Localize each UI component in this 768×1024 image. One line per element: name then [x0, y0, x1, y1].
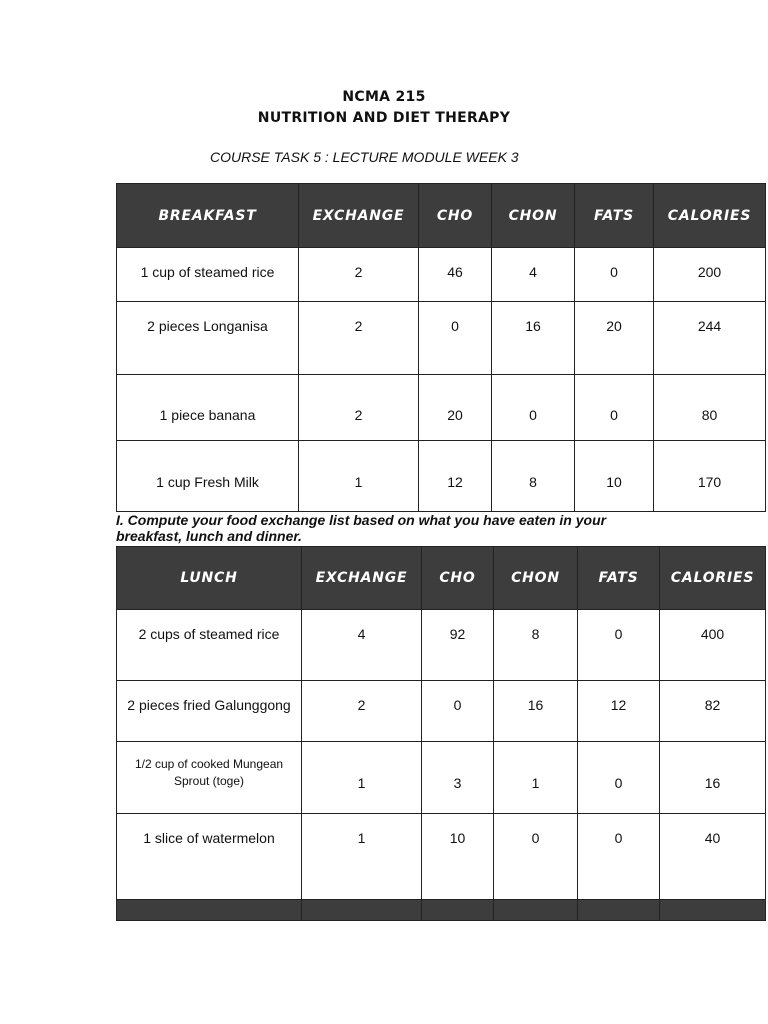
- fats-cell: 10: [575, 441, 654, 512]
- table-row: [117, 302, 766, 375]
- header-breakfast: BREAKFAST: [117, 184, 299, 248]
- fats-cell: 0: [578, 814, 660, 900]
- footer-cell: [117, 900, 302, 921]
- header-cho: CHO: [419, 184, 492, 248]
- table-row: [117, 441, 766, 512]
- exchange-cell: 2: [299, 302, 419, 375]
- fats-cell: 0: [575, 375, 654, 441]
- table-row: [117, 610, 766, 681]
- course-code: NCMA 215: [342, 89, 426, 105]
- cho-cell: 92: [422, 610, 494, 681]
- table-row: [117, 375, 766, 441]
- cho-cell: 46: [419, 248, 492, 302]
- food-item: 1/2 cup of cooked Mungean Sprout (toge): [117, 742, 302, 814]
- cho-cell: 3: [422, 742, 494, 814]
- footer-cell: [660, 900, 766, 921]
- calories-cell: 170: [654, 441, 766, 512]
- food-item: 1 slice of watermelon: [117, 814, 302, 900]
- exchange-cell: 4: [302, 610, 422, 681]
- exchange-cell: 2: [299, 375, 419, 441]
- food-item: 1 piece banana: [117, 375, 299, 441]
- calories-cell: 400: [660, 610, 766, 681]
- header-fats: FATS: [578, 547, 660, 610]
- food-item: 1 cup Fresh Milk: [117, 441, 299, 512]
- food-item: 1 cup of steamed rice: [117, 248, 299, 302]
- fats-cell: 12: [578, 681, 660, 742]
- calories-cell: 82: [660, 681, 766, 742]
- cho-cell: 0: [422, 681, 494, 742]
- header-exchange: EXCHANGE: [299, 184, 419, 248]
- footer-cell: [422, 900, 494, 921]
- header-fats: FATS: [575, 184, 654, 248]
- chon-cell: 8: [494, 610, 578, 681]
- cho-cell: 20: [419, 375, 492, 441]
- header-chon: CHON: [494, 547, 578, 610]
- calories-cell: 80: [654, 375, 766, 441]
- header-chon: CHON: [492, 184, 575, 248]
- header-lunch: LUNCH: [117, 547, 302, 610]
- exchange-cell: 1: [302, 742, 422, 814]
- calories-cell: 16: [660, 742, 766, 814]
- footer-cell: [494, 900, 578, 921]
- chon-cell: 16: [492, 302, 575, 375]
- food-item: 2 pieces fried Galunggong: [117, 681, 302, 742]
- chon-cell: 4: [492, 248, 575, 302]
- chon-cell: 0: [492, 375, 575, 441]
- fats-cell: 0: [575, 248, 654, 302]
- calories-cell: 244: [654, 302, 766, 375]
- fats-cell: 0: [578, 610, 660, 681]
- instructions-text: I. Compute your food exchange list based on what you have eaten in your breakfast, lunch and dinner.: [116, 512, 607, 544]
- table-row: [117, 742, 766, 814]
- chon-cell: 1: [494, 742, 578, 814]
- course-name: NUTRITION AND DIET THERAPY: [257, 110, 511, 126]
- table-row: [117, 814, 766, 900]
- footer-cell: [302, 900, 422, 921]
- chon-cell: 16: [494, 681, 578, 742]
- breakfast-table: [116, 183, 766, 512]
- breakfast-header-row: [117, 184, 766, 248]
- table-row: [117, 248, 766, 302]
- calories-cell: 200: [654, 248, 766, 302]
- table-row: [117, 681, 766, 742]
- header-calories: CALORIES: [654, 184, 766, 248]
- header-exchange: EXCHANGE: [302, 547, 422, 610]
- exchange-cell: 2: [302, 681, 422, 742]
- fats-cell: 20: [575, 302, 654, 375]
- footer-cell: [578, 900, 660, 921]
- cho-cell: 10: [422, 814, 494, 900]
- fats-cell: 0: [578, 742, 660, 814]
- food-item: 2 pieces Longanisa: [117, 302, 299, 375]
- calories-cell: 40: [660, 814, 766, 900]
- food-item: 2 cups of steamed rice: [117, 610, 302, 681]
- table-footer-bar: [117, 900, 766, 921]
- exchange-cell: 1: [299, 441, 419, 512]
- header-calories: CALORIES: [660, 547, 766, 610]
- chon-cell: 8: [492, 441, 575, 512]
- lunch-header-row: [117, 547, 766, 610]
- cho-cell: 12: [419, 441, 492, 512]
- exchange-cell: 2: [299, 248, 419, 302]
- exchange-cell: 1: [302, 814, 422, 900]
- cho-cell: 0: [419, 302, 492, 375]
- chon-cell: 0: [494, 814, 578, 900]
- lunch-table: [116, 546, 766, 921]
- header-cho: CHO: [422, 547, 494, 610]
- task-title: COURSE TASK 5 : LECTURE MODULE WEEK 3: [210, 149, 519, 165]
